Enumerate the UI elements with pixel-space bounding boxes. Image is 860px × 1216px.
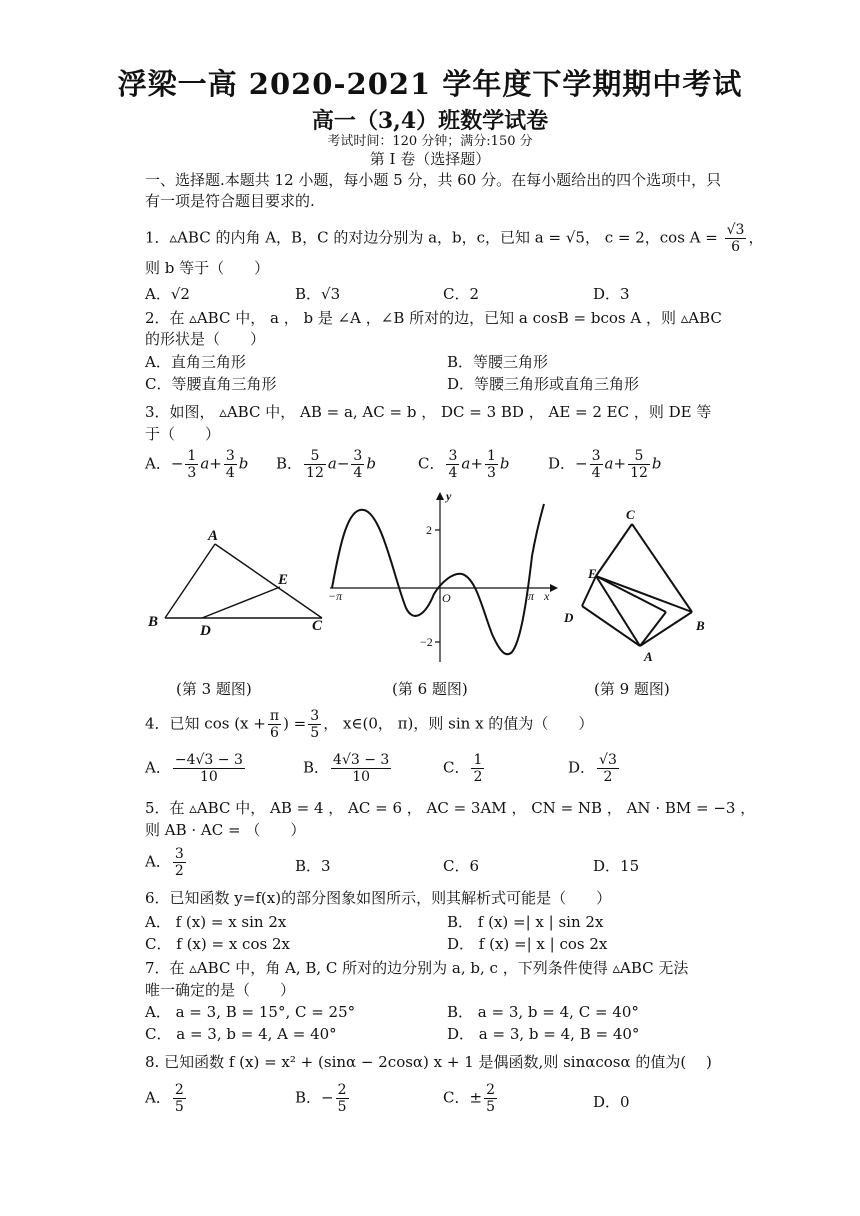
q3-a-op: + — [209, 454, 222, 473]
q8-option-a — [145, 1082, 188, 1115]
fig3-label-b: B — [148, 614, 159, 630]
q4-d-d: 2 — [603, 769, 613, 785]
q1-option-c: C．2 — [443, 285, 480, 303]
fig6-label-x: x — [544, 589, 550, 603]
q4-gn: 3 — [310, 708, 320, 724]
figure-9-pyramid — [560, 506, 720, 666]
q3-d-v2: b — [651, 454, 662, 473]
q8-c-label: C． — [443, 1088, 470, 1107]
q4-d-label: D． — [568, 758, 596, 777]
q6-option-c: C． f (x) = x cos 2x — [145, 935, 290, 953]
q4-a-frac — [173, 752, 245, 785]
q8-c-n: 2 — [486, 1082, 495, 1098]
q2-option-c: C．等腰直角三角形 — [145, 375, 277, 393]
fig3-label-a: A — [208, 528, 219, 544]
q3-option-c — [418, 448, 509, 481]
q4-option-d — [568, 752, 621, 785]
fig6-label-neg2: −2 — [420, 635, 433, 649]
question-6-stem: 6．已知函数 y=f(x)的部分图象如图所示，则其解析式可能是（ ） — [145, 889, 612, 907]
q3-c-frac2 — [485, 448, 498, 481]
q3-c-f1d: 4 — [448, 465, 458, 481]
exam-info: 考试时间：120 分钟；满分:150 分 — [327, 134, 533, 149]
fig9-label-a: A — [644, 649, 653, 664]
q8-b-n: 2 — [337, 1082, 347, 1098]
fig3-label-d: D — [200, 623, 211, 639]
q3-option-d — [548, 448, 662, 481]
fig3-label-e: E — [278, 572, 289, 588]
question-2-stem-2: 的形状是（ ） — [145, 330, 266, 348]
q3-c-f1n: 3 — [448, 448, 458, 464]
q3-a-frac2 — [224, 448, 237, 481]
q4-b-n: 4√3 − 3 — [333, 752, 390, 768]
q3-d-f2n: 5 — [628, 448, 650, 465]
q4-a-d: 10 — [199, 769, 218, 785]
fig9-label-c: C — [626, 507, 635, 522]
q4-d-n: √3 — [599, 752, 617, 768]
q3-b-f2d: 4 — [353, 465, 363, 481]
q8-option-c — [443, 1082, 499, 1115]
q3-a-f1n: 1 — [187, 448, 197, 464]
q4-a-label: A． — [145, 758, 171, 777]
q5-a-n: 3 — [174, 846, 184, 862]
figure-3-caption: (第 3 题图) — [176, 680, 252, 698]
q3-d-op: + — [613, 454, 627, 473]
q7-option-d: D． a = 3, b = 4, B = 40° — [447, 1025, 640, 1043]
fig9-label-b: B — [696, 618, 705, 633]
q4-b-frac — [331, 752, 391, 785]
question-7-stem-2: 唯一确定的是（ ） — [145, 981, 296, 999]
fig6-label-origin: O — [442, 591, 451, 605]
q3-b-frac1 — [304, 448, 326, 481]
q4-option-a — [145, 752, 247, 785]
q5-a-frac — [173, 846, 186, 879]
q1-option-a: A．√2 — [145, 285, 190, 303]
q4-c-d: 2 — [473, 769, 483, 785]
q7-option-b: B． a = 3, b = 4, C = 40° — [447, 1003, 639, 1021]
q8-c-frac — [484, 1082, 497, 1115]
q7-option-c: C． a = 3, b = 4, A = 40° — [145, 1025, 337, 1043]
q3-option-a — [145, 448, 248, 481]
q1-fraction — [725, 222, 747, 255]
q8-a-n: 2 — [174, 1082, 184, 1098]
q6-option-a: A． f (x) = x sin 2x — [145, 913, 287, 931]
question-4-stem — [145, 708, 593, 741]
q4-option-c — [443, 752, 486, 785]
q8-a-label: A． — [145, 1088, 171, 1107]
q4-text-2: ) = — [283, 714, 307, 733]
q4-fn: π — [269, 708, 280, 724]
q4-text-3: ， x∈(0， π)，则 sin x 的值为（ ） — [323, 714, 594, 733]
q4-a-n: −4√3 − 3 — [174, 752, 243, 768]
exam-title: 浮梁一高 2020-2021 学年度下学期期中考试 — [117, 67, 743, 101]
q3-a-v1: a — [200, 454, 210, 473]
fig6-label-neg-pi: −π — [328, 589, 343, 603]
q3-b-f1n: 5 — [304, 448, 326, 465]
q8-option-b — [295, 1082, 351, 1115]
q8-d-label: D． — [593, 1093, 621, 1111]
question-5-stem: 5．在 ▵ABC 中， AB = 4 ， AC = 6 ， AC = 3AM ， CN = NB ， AN · BM = −3 ， — [145, 799, 756, 817]
question-2-stem: 2．在 ▵ABC 中， a ， b 是 ∠A ，∠B 所对的边，已知 a cosB = bcos A ，则 ▵ABC — [145, 309, 722, 327]
q3-c-op: + — [470, 454, 483, 473]
question-8-stem: 8. 已知函数 f (x) = x² + (sinα − 2cosα) x + 1 是偶函数,则 sinαcosα 的值为( ) — [145, 1053, 712, 1071]
fig3-label-c: C — [312, 618, 323, 634]
q8-c-sign: ± — [469, 1088, 483, 1107]
q4-fd: 6 — [270, 725, 279, 741]
q5-option-a — [145, 846, 188, 879]
q1-frac-den: 6 — [731, 239, 740, 255]
fig6-curve — [332, 504, 544, 654]
q3-d-f2d: 12 — [630, 465, 648, 481]
figure-3-triangle — [140, 520, 340, 640]
question-5-stem-2: 则 AB · AC = （ ） — [145, 821, 306, 839]
q5-option-b: B．3 — [295, 857, 331, 875]
q1-text: 1．▵ABC 的内角 A，B，C 的对边分别为 a，b，c，已知 a = √5， c = 2，cos A = — [145, 228, 718, 247]
q3-c-f2d: 3 — [486, 465, 496, 481]
fig9-label-d: D — [564, 610, 574, 625]
q3-a-f2n: 3 — [225, 448, 235, 464]
q4-text-1: 4．已知 cos (x + — [145, 714, 266, 733]
q3-d-frac2 — [628, 448, 650, 481]
q3-d-label: D． — [548, 454, 576, 473]
q3-d-frac1 — [590, 448, 603, 481]
q6-option-d: D． f (x) =| x | cos 2x — [447, 935, 608, 953]
q2-option-d: D．等腰三角形或直角三角形 — [447, 375, 640, 393]
q3-d-sign: − — [575, 454, 588, 473]
q8-c-d: 5 — [486, 1099, 495, 1115]
q3-a-frac1 — [185, 448, 198, 481]
figure-6-graph — [322, 488, 560, 666]
q3-c-label: C． — [418, 454, 445, 473]
volume-heading: 第 I 卷（选择题） — [369, 150, 491, 168]
fig6-label-pi: π — [528, 589, 535, 603]
figure-9-caption: (第 9 题图) — [594, 680, 670, 698]
question-1-stem — [145, 222, 763, 255]
q4-frac-35 — [308, 708, 321, 741]
q3-b-v1: a — [327, 454, 337, 473]
question-3-stem: 3．如图， ▵ABC 中， AB = a, AC = b ， DC = 3 BD ， AE = 2 EC ，则 DE 等 — [145, 403, 712, 421]
q1-frac-num: √3 — [726, 222, 745, 238]
q5-a-d: 2 — [174, 863, 184, 879]
q8-b-label: B． — [295, 1088, 322, 1107]
q1-option-d: D．3 — [593, 285, 630, 303]
q8-option-d — [593, 1092, 630, 1112]
question-7-stem: 7．在 ▵ABC 中，角 A, B, C 所对的边分别为 a, b, c ，下列条件使得 ▵ABC 无法 — [145, 959, 689, 977]
q3-d-v1: a — [604, 454, 614, 473]
question-1-stem-2: 则 b 等于（ ） — [145, 259, 270, 277]
q7-option-a: A． a = 3, B = 15°, C = 25° — [145, 1003, 356, 1021]
q8-b-frac — [336, 1082, 349, 1115]
q8-a-d: 5 — [174, 1099, 184, 1115]
q3-a-label: A． — [145, 454, 171, 473]
fig6-label-2: 2 — [426, 523, 432, 537]
q8-d-value: 0 — [620, 1093, 630, 1111]
q4-option-b — [303, 752, 393, 785]
q3-c-v2: b — [499, 454, 510, 473]
q3-c-frac1 — [446, 448, 459, 481]
q3-a-sign: − — [170, 454, 184, 473]
q3-d-f1n: 3 — [591, 448, 601, 464]
q8-a-frac — [173, 1082, 186, 1115]
q5-a-label: A． — [145, 852, 171, 871]
q3-b-op: − — [336, 454, 350, 473]
fig6-label-y: y — [446, 489, 452, 503]
q6-option-b: B． f (x) =| x | sin 2x — [447, 913, 604, 931]
q4-d-frac — [597, 752, 619, 785]
instructions-line-1: 一、选择题.本题共 12 小题，每小题 5 分，共 60 分。在每小题给出的四个选项中，只 — [145, 171, 722, 189]
q4-b-d: 10 — [352, 769, 371, 785]
q3-option-b — [276, 448, 376, 481]
q3-a-f2d: 4 — [225, 465, 235, 481]
instructions-line-2: 有一项是符合题目要求的. — [145, 192, 315, 210]
q3-a-v2: b — [238, 454, 249, 473]
q8-b-sign: − — [321, 1088, 334, 1107]
q4-c-label: C． — [443, 758, 470, 777]
q2-option-a: A．直角三角形 — [145, 353, 246, 371]
q3-c-v1: a — [461, 454, 471, 473]
q3-b-f1d: 12 — [306, 465, 324, 481]
q5-option-c: C．6 — [443, 857, 480, 875]
q3-c-f2n: 1 — [486, 448, 496, 464]
q1-comma: ， — [748, 228, 764, 247]
q8-b-d: 5 — [337, 1099, 347, 1115]
q4-gd: 5 — [310, 725, 320, 741]
q4-frac-pi6 — [268, 708, 281, 741]
q3-b-frac2 — [351, 448, 364, 481]
fig9-label-e: E — [588, 566, 597, 581]
figure-6-caption: (第 6 题图) — [392, 680, 468, 698]
q3-a-f1d: 3 — [187, 465, 197, 481]
q3-b-v2: b — [366, 454, 376, 473]
q4-b-label: B． — [303, 758, 330, 777]
question-3-stem-2: 于（ ） — [145, 425, 221, 443]
q3-b-label: B． — [276, 454, 303, 473]
q1-option-b: B．√3 — [295, 285, 341, 303]
exam-subtitle: 高一（3,4）班数学试卷 — [311, 108, 549, 134]
q3-b-f2n: 3 — [353, 448, 363, 464]
q2-option-b: B．等腰三角形 — [447, 353, 549, 371]
q4-c-n: 1 — [473, 752, 483, 768]
q3-d-f1d: 4 — [591, 465, 601, 481]
q5-option-d: D．15 — [593, 857, 640, 875]
q4-c-frac — [471, 752, 484, 785]
